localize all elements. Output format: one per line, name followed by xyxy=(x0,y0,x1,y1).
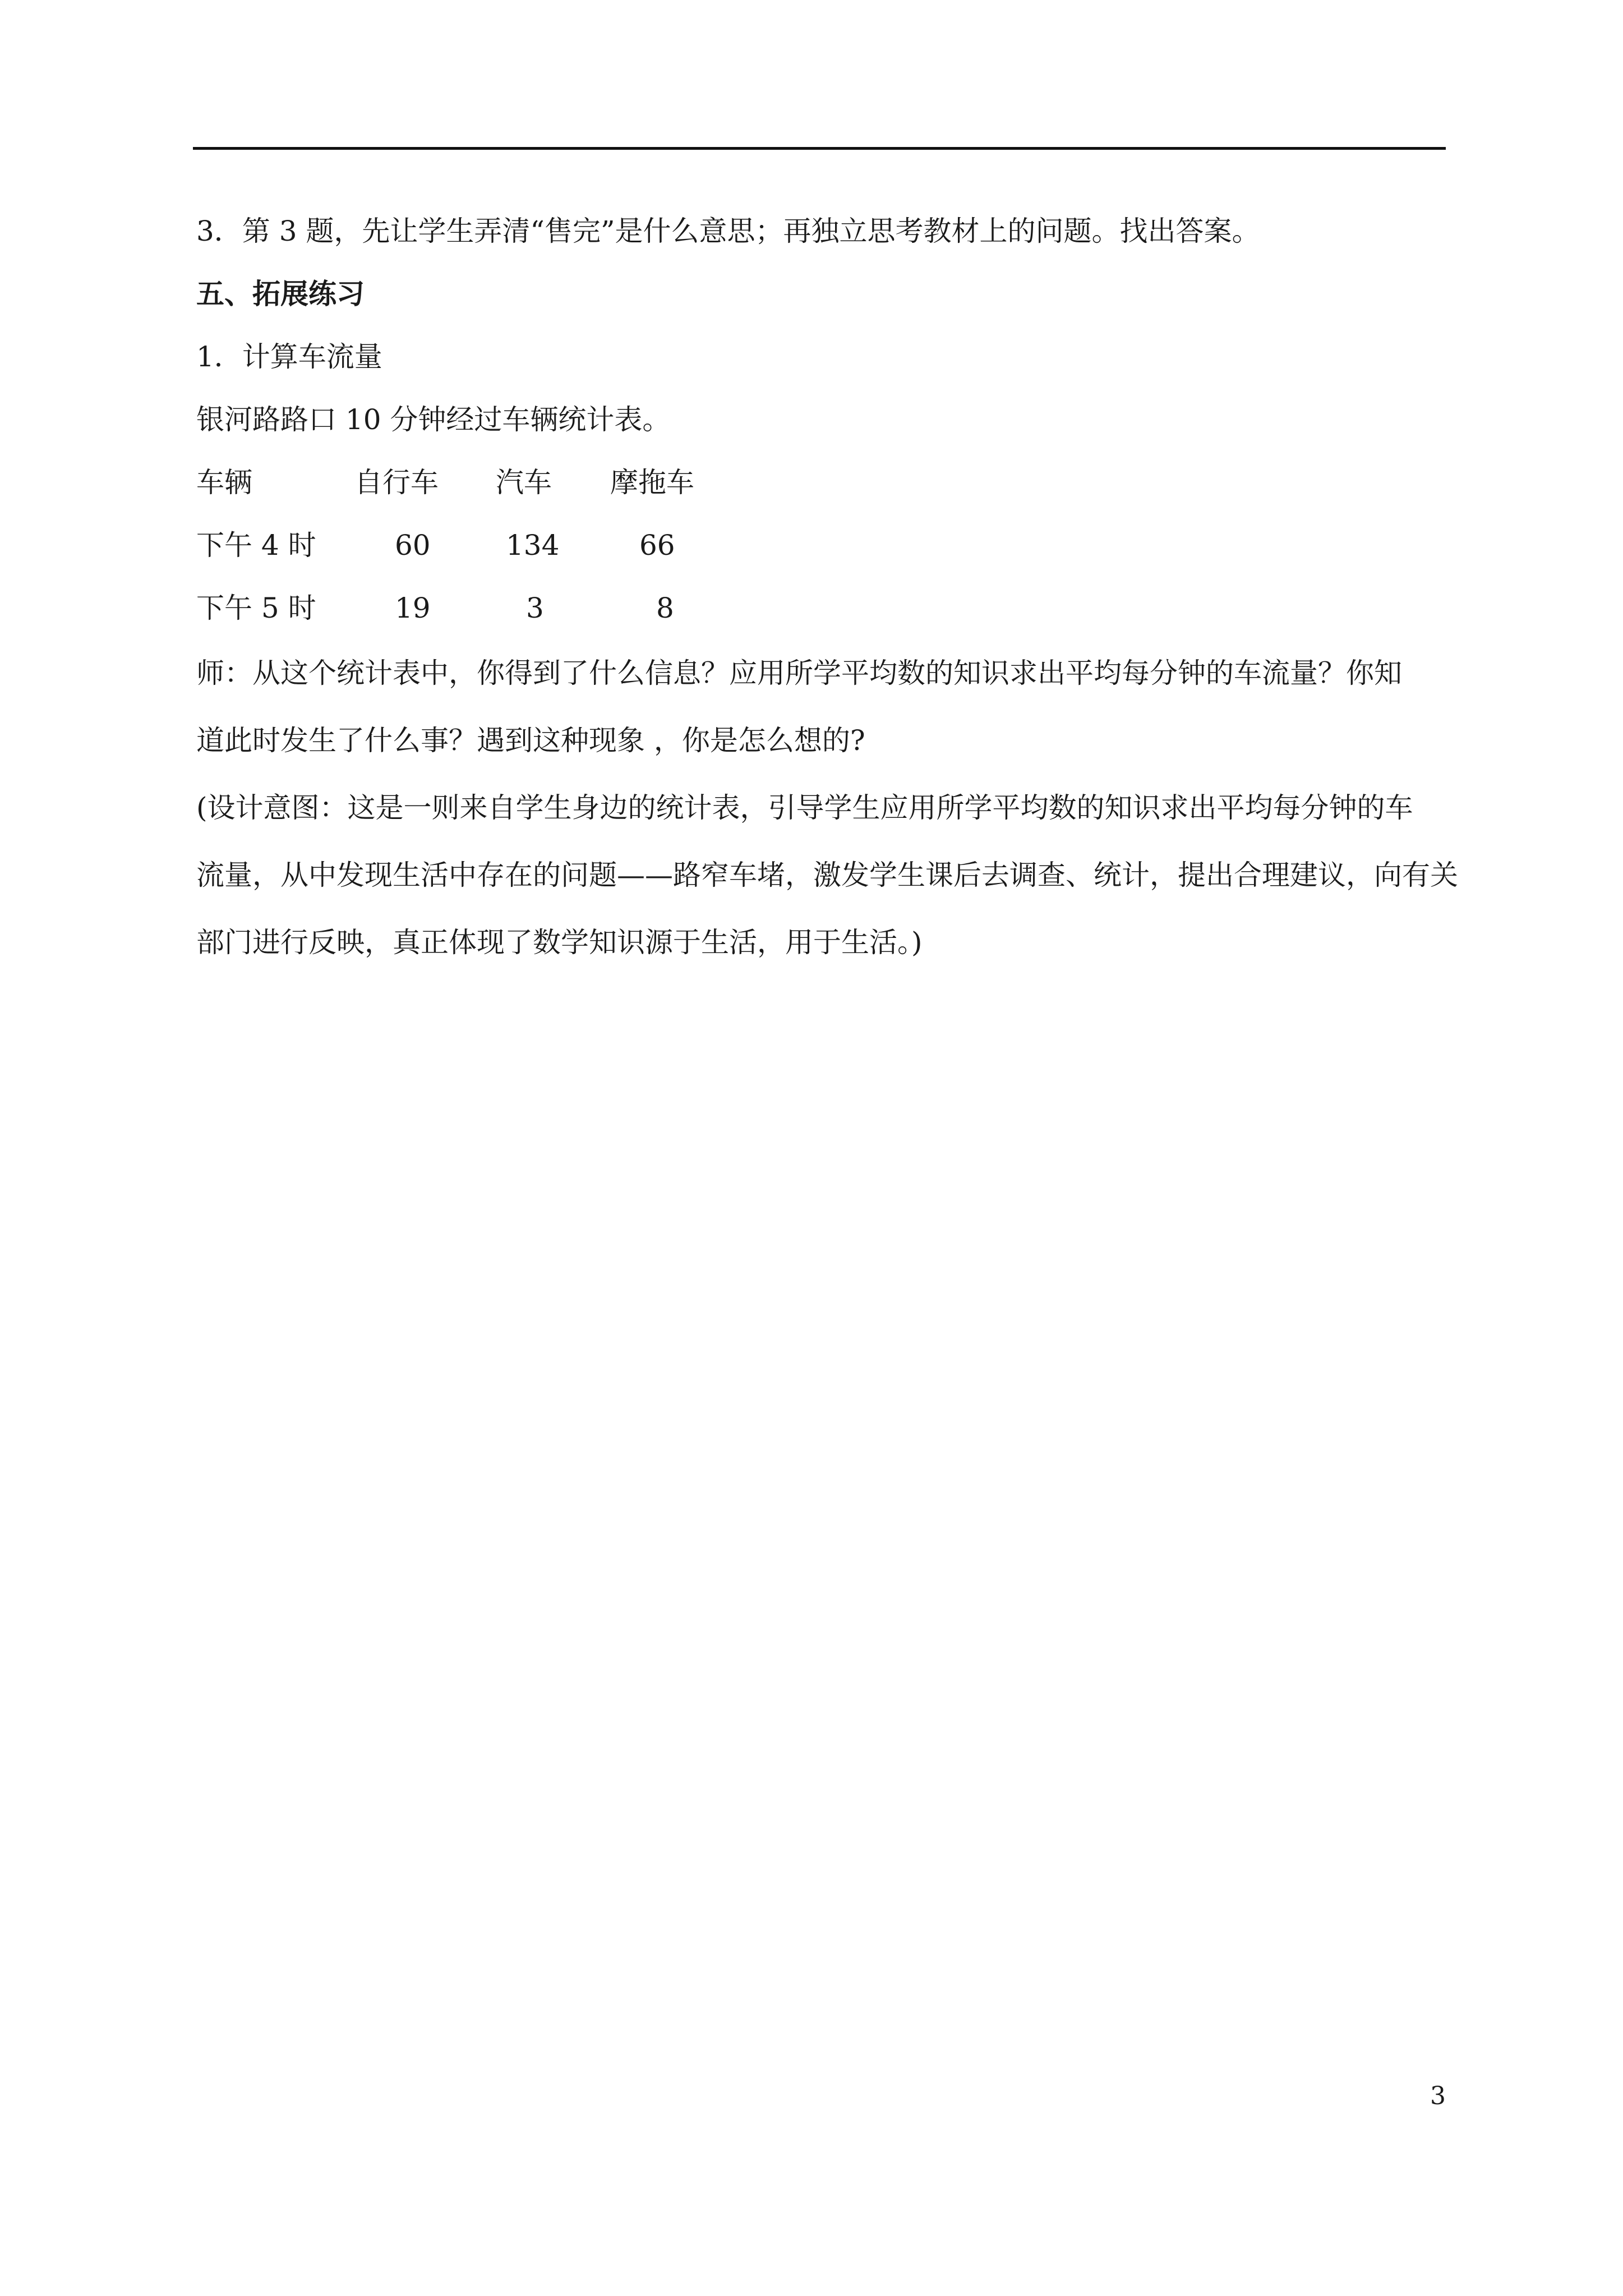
table-header-cell: 车辆 xyxy=(196,466,252,499)
table-caption: 银河路路口 10 分钟经过车辆统计表。 xyxy=(196,403,671,436)
design-intent-line: 流量，从中发现生活中存在的问题——路窄车堵，激发学生课后去调查、统计，提出合理建议，向有关 xyxy=(196,859,1458,891)
subsection-heading: 1．计算车流量 xyxy=(196,341,382,373)
page-number: 3 xyxy=(1430,2082,1446,2110)
table-cell: 下午 4 时 xyxy=(196,529,316,562)
teacher-question-line: 道此时发生了什么事？遇到这种现象 ，你是怎么想的? xyxy=(196,724,865,757)
table-cell: 下午 5 时 xyxy=(196,592,316,624)
table-cell: 3 xyxy=(526,592,544,624)
design-intent-line: (设计意图：这是一则来自学生身边的统计表，引导学生应用所学平均数的知识求出平均每分钟的车 xyxy=(196,792,1413,824)
table-cell: 134 xyxy=(506,529,560,562)
design-intent-line: 部门进行反映，真正体现了数学知识源于生活，用于生活。) xyxy=(196,926,923,959)
header-rule xyxy=(193,147,1446,150)
teacher-question-line: 师：从这个统计表中，你得到了什么信息？应用所学平均数的知识求出平均每分钟的车流量？你知 xyxy=(196,657,1402,689)
table-cell: 60 xyxy=(395,529,431,562)
table-header-cell: 自行车 xyxy=(354,466,439,499)
table-cell: 8 xyxy=(656,592,674,624)
paragraph-item-3: 3．第 3 题，先让学生弄清“售完”是什么意思；再独立思考教材上的问题。找出答案。 xyxy=(196,215,1260,247)
table-cell: 19 xyxy=(395,592,431,624)
table-header-cell: 汽车 xyxy=(496,466,552,499)
section-heading: 五、拓展练习 xyxy=(196,277,365,310)
table-header-cell: 摩拖车 xyxy=(610,466,694,499)
table-cell: 66 xyxy=(639,529,675,562)
